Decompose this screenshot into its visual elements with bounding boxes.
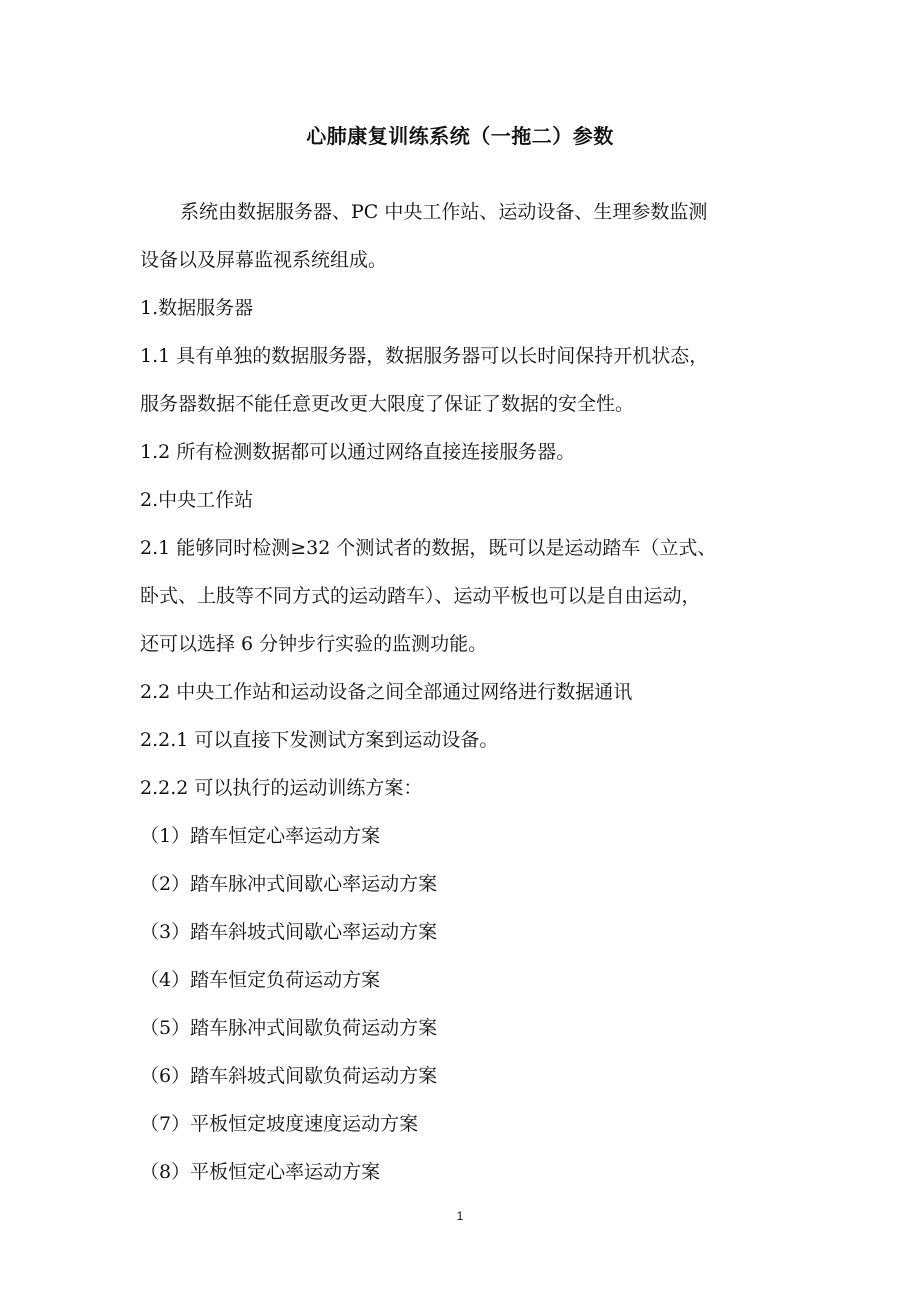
- training-plan-list: [140, 812, 790, 1196]
- intro-line-2: 设备以及屏幕监视系统组成。: [140, 249, 388, 271]
- paragraph-2-1-line-1: 2.1 能够同时检测≥32 个测试者的数据，既可以是运动踏车（立式、: [140, 537, 717, 559]
- paragraph-1-2: 1.2 所有检测数据都可以通过网络直接连接服务器。: [140, 441, 576, 463]
- paragraph-2-2-2: 2.2.2 可以执行的运动训练方案：: [140, 777, 423, 799]
- list-item: （1）踏车恒定心率运动方案: [140, 825, 381, 847]
- paragraph-1-1-line-2: 服务器数据不能任意更改更大限度了保证了数据的安全性。: [140, 393, 635, 415]
- list-item: （8）平板恒定心率运动方案: [140, 1161, 381, 1183]
- page-number: 1: [456, 1209, 464, 1223]
- list-item: （4）踏车恒定负荷运动方案: [140, 969, 381, 991]
- list-item: （5）踏车脉冲式间歇负荷运动方案: [140, 1017, 438, 1039]
- document-title: 心肺康复训练系统（一拖二）参数: [306, 124, 614, 148]
- section-heading-central-workstation: 2.中央工作站: [140, 489, 254, 511]
- list-item: （6）踏车斜坡式间歇负荷运动方案: [140, 1065, 438, 1087]
- section-heading-data-server: 1.数据服务器: [140, 297, 254, 319]
- paragraph-1-1-line-1: 1.1 具有单独的数据服务器，数据服务器可以长时间保持开机状态，: [140, 345, 709, 367]
- list-item: （3）踏车斜坡式间歇心率运动方案: [140, 921, 438, 943]
- paragraph-2-1-line-2: 卧式、上肢等不同方式的运动踏车）、运动平板也可以是自由运动，: [140, 585, 701, 607]
- list-item: （2）踏车脉冲式间歇心率运动方案: [140, 873, 438, 895]
- paragraph-2-2: 2.2 中央工作站和运动设备之间全部通过网络进行数据通讯: [140, 681, 633, 703]
- paragraph-2-1-line-3: 还可以选择 6 分钟步行实验的监测功能。: [140, 633, 488, 655]
- list-item: （7）平板恒定坡度速度运动方案: [140, 1113, 419, 1135]
- document-body: [140, 188, 790, 1196]
- intro-line-1: 系统由数据服务器、PC 中央工作站、运动设备、生理参数监测: [180, 201, 708, 223]
- paragraph-2-2-1: 2.2.1 可以直接下发测试方案到运动设备。: [140, 729, 499, 751]
